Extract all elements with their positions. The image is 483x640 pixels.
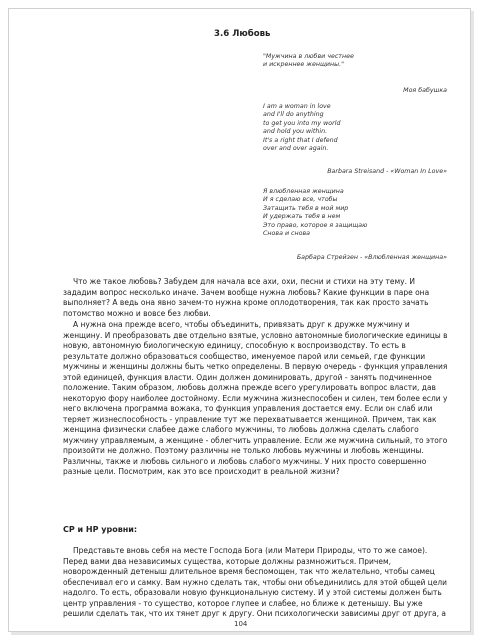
epigraph-attribution: Барбара Стрейзен - «Влюбленная женщина» bbox=[296, 254, 447, 261]
paragraph-main bbox=[63, 320, 447, 478]
text-line: него включена программа вожака, то функция управления достается ему. Если он слаб или bbox=[63, 404, 433, 413]
section-title: 3.6 Любовь bbox=[214, 29, 271, 39]
text-line: новорожденный детеныш длительное время беспомощен, так что желательно, чтобы самец bbox=[63, 567, 435, 576]
page-number: 104 bbox=[234, 620, 248, 628]
text-line: обеспечивал его и самку. Вам нужно сделать так, чтобы они объединились для этой общей цели bbox=[63, 577, 447, 587]
epigraph-line: "Мужчина в любви честнее bbox=[263, 53, 354, 60]
epigraph-line: и искреннее женщины." bbox=[263, 61, 344, 69]
epigraph-line: It's a right that I defend bbox=[263, 136, 338, 144]
text-line: теряет жизнеспособность - управление тут же перехватывается женщиной. Причем, так как bbox=[63, 414, 437, 424]
epigraph-streisand bbox=[263, 103, 341, 153]
text-line: положение. Таким образом, любовь должна прежде всего урегулировать вопрос власти, дав bbox=[63, 383, 436, 392]
text-line: мужчину управляемым, а женщине - облегчить управление. Если же мужчина сильный, то этого bbox=[63, 435, 448, 445]
text-line: А нужна она прежде всего, чтобы объединить, привязать друг к дружке мужчину и bbox=[73, 320, 410, 329]
text-line: результате должно образоваться сообщество, именуемое парой или семьей, где функции bbox=[63, 351, 426, 361]
text-line: надолго. То есть, образовали новую функциональную систему. И у этой системы должен быть bbox=[63, 588, 442, 597]
epigraph-attribution: Barbara Streisand - «Woman In Love» bbox=[327, 168, 447, 175]
text-line: этой единицей, функция власти. Один должен доминировать, другой - занять подчиненное bbox=[63, 372, 432, 382]
text-line: разные цели. Посмотрим, как это все происходит в реальной жизни? bbox=[63, 467, 340, 476]
epigraph-line: Это право, которое я защищаю bbox=[263, 221, 368, 229]
text-line: мужчины и женщины должны быть четко определены. В первую очередь - функция управления bbox=[63, 362, 448, 371]
text-line: Перед вами два независимых существа, которые должны размножиться. Причем, bbox=[63, 556, 392, 566]
text-line: потомство можно и вовсе без любви. bbox=[63, 308, 211, 318]
text-line: выполняет? А ведь она явно зачем-то нужна кроме оплодотворения, так как просто зачать bbox=[63, 298, 429, 307]
epigraph-line: И я сделаю все, чтобы bbox=[263, 196, 338, 204]
epigraph-line: Снова и снова bbox=[263, 230, 311, 238]
epigraph-line: Затащить тебя в мой мир bbox=[263, 204, 349, 212]
epigraph-line: and I'll do anything bbox=[263, 111, 324, 119]
epigraph-line: over and over again. bbox=[263, 145, 329, 153]
epigraph-grandmother bbox=[263, 53, 354, 70]
epigraph-line: И удержать тебя в нем bbox=[263, 213, 341, 221]
text-line: Что же такое любовь? Забудем для начала все ахи, охи, песни и стихи на эту тему. И bbox=[73, 277, 415, 286]
text-line: решили сделать так, что их тянет друг к другу. Они психологически зависимы друг от друга, а bbox=[63, 609, 447, 618]
text-line: зададим вопрос несколько иначе. Зачем вообще нужна любовь? Какие функции в паре она bbox=[63, 287, 430, 297]
text-line: Различны, также и любовь сильного и любовь слабого мужчины. У них просто совершенно bbox=[63, 456, 427, 466]
paragraph-levels bbox=[63, 546, 447, 620]
subheading: СР и НР уровни: bbox=[63, 525, 138, 534]
text-line: женщину. И преобразовать две отдельно взятые, условно автономные биологические единицы в bbox=[63, 330, 448, 340]
epigraph-line: and hold you within. bbox=[263, 128, 328, 136]
text-line: центр управления - то существо, которое глупее и слабее, но ближе к детенышу. Вы уже bbox=[63, 598, 423, 608]
epigraph-line: Я влюбленная женщина bbox=[263, 188, 344, 195]
text-line: некоторую фору наиболее достойному. Если мужчина жизнеспособен и силен, тем более если у bbox=[63, 393, 448, 403]
epigraph-attribution: Моя бабушка bbox=[403, 87, 447, 94]
text-line: Представьте вновь себя на месте Господа Бога (или Матери Природы, что то же самое). bbox=[73, 546, 428, 555]
text-line: женщина физически слабее даже слабого мужчины, то любовь должна сделать слабого bbox=[63, 425, 419, 434]
epigraph-line: I am a woman in love bbox=[263, 103, 331, 110]
epigraph-line: to get you into my world bbox=[263, 119, 341, 127]
text-line: произойти не должно. Поэтому различны не только любовь мужчины и любовь женщины. bbox=[63, 446, 424, 455]
epigraph-russian bbox=[263, 188, 367, 238]
text-line: новую, автономную биологическую единицу, способную к воспроизводству. То есть в bbox=[63, 341, 406, 350]
paragraph-intro bbox=[63, 277, 447, 319]
